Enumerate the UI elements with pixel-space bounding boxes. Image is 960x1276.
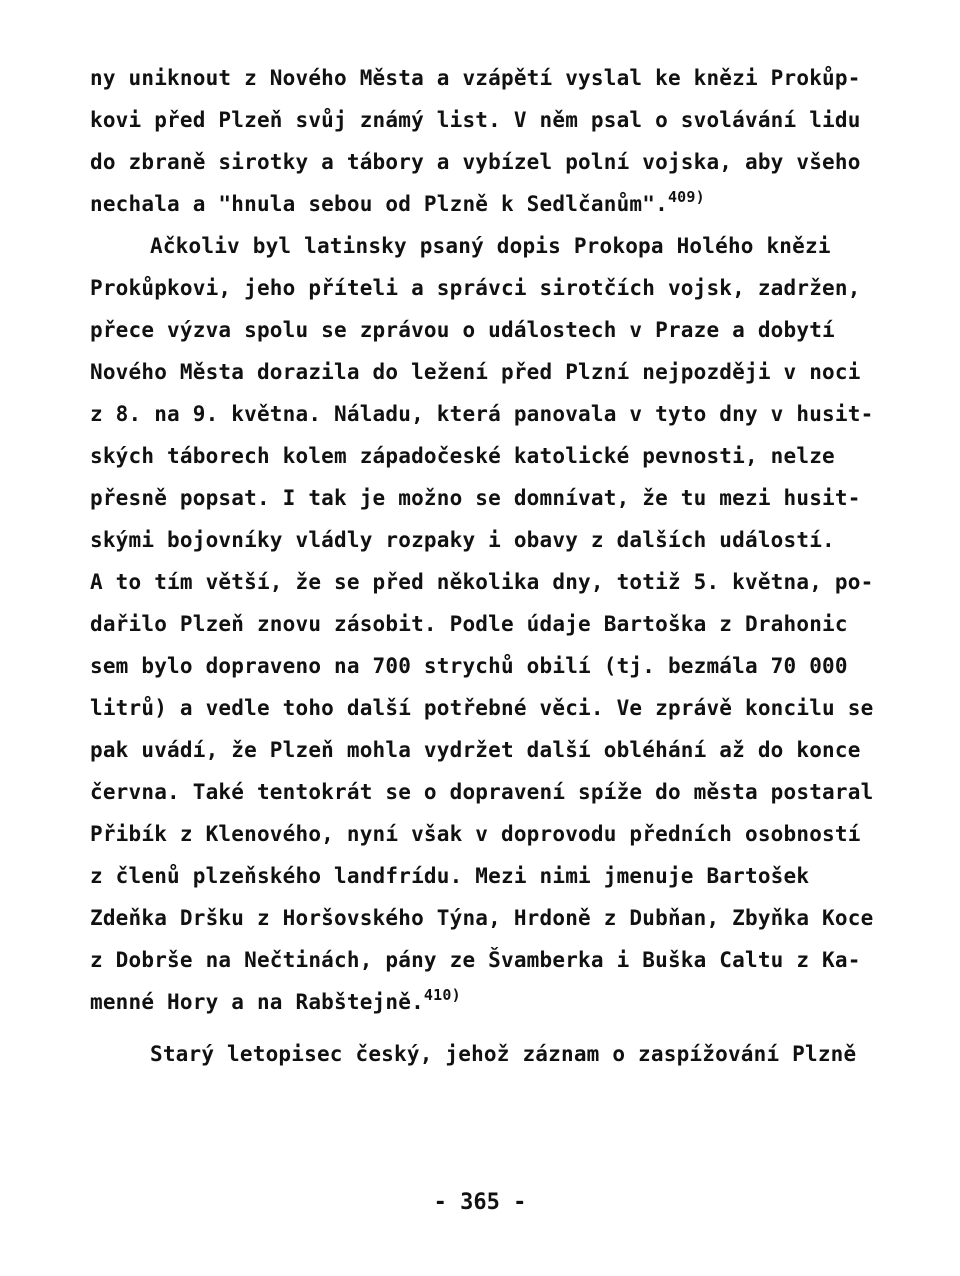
text-line: Přibík z Klenového, nyní však v doprovodu předních osobností	[90, 822, 861, 846]
text-line: přesně popsat. I tak je možno se domnívat, že tu mezi husit-	[90, 486, 861, 510]
text-line-content: nechala a "hnula sebou od Plzně k Sedlčanům".	[90, 192, 668, 216]
text-line: sem bylo dopraveno na 700 strychů obilí (tj. bezmála 70 000	[90, 654, 848, 678]
text-line: z 8. na 9. května. Náladu, která panovala v tyto dny v husit-	[90, 402, 874, 426]
text-line: ských táborech kolem západočeské katolické pevnosti, nelze	[90, 444, 835, 468]
text-line: přece výzva spolu se zprávou o událostech v Praze a dobytí	[90, 318, 835, 342]
text-line: Zdeňka Dršku z Horšovského Týna, Hrdoně z Dubňan, Zbyňka Koce	[90, 906, 874, 930]
footnote-marker: 409)	[667, 188, 705, 206]
text-line: kovi před Plzeň svůj známý list. V něm psal o svolávání lidu	[90, 108, 861, 132]
text-line: A to tím větší, že se před několika dny, totiž 5. května, po-	[90, 570, 874, 594]
page-number: - 365 -	[433, 1190, 527, 1215]
footnote-marker: 410)	[423, 986, 461, 1004]
text-line: Nového Města dorazila do ležení před Plzní nejpozději v noci	[90, 360, 861, 384]
text-line: z Dobrše na Nečtinách, pány ze Švamberka i Buška Caltu z Ka-	[90, 948, 861, 972]
text-line: pak uvádí, že Plzeň mohla vydržet další obléhání až do konce	[90, 738, 861, 762]
text-line: do zbraně sirotky a tábory a vybízel polní vojska, aby všeho	[90, 150, 861, 174]
text-line: Ačkoliv byl latinsky psaný dopis Prokopa Holého knězi	[150, 234, 831, 258]
text-line: z členů plzeňského landfrídu. Mezi nimi jmenuje Bartošek	[90, 864, 810, 888]
text-line: dařilo Plzeň znovu zásobit. Podle údaje Bartoška z Drahonic	[90, 612, 848, 636]
text-line	[90, 188, 705, 216]
text-line: litrů) a vedle toho další potřebné věci. Ve zprávě koncilu se	[90, 696, 874, 720]
text-line: skými bojovníky vládly rozpaky i obavy z dalších událostí.	[90, 528, 835, 552]
text-line: Starý letopisec český, jehož záznam o zaspížování Plzně	[150, 1042, 857, 1066]
text-line: Prokůpkovi, jeho příteli a správci sirotčích vojsk, zadržen,	[90, 276, 861, 300]
text-line: června. Také tentokrát se o dopravení spíže do města postaral	[90, 780, 874, 804]
text-line-content: menné Hory a na Rabštejně.	[90, 990, 424, 1014]
text-line	[90, 986, 461, 1014]
text-line: ny uniknout z Nového Města a vzápětí vyslal ke knězi Prokůp-	[90, 66, 861, 90]
